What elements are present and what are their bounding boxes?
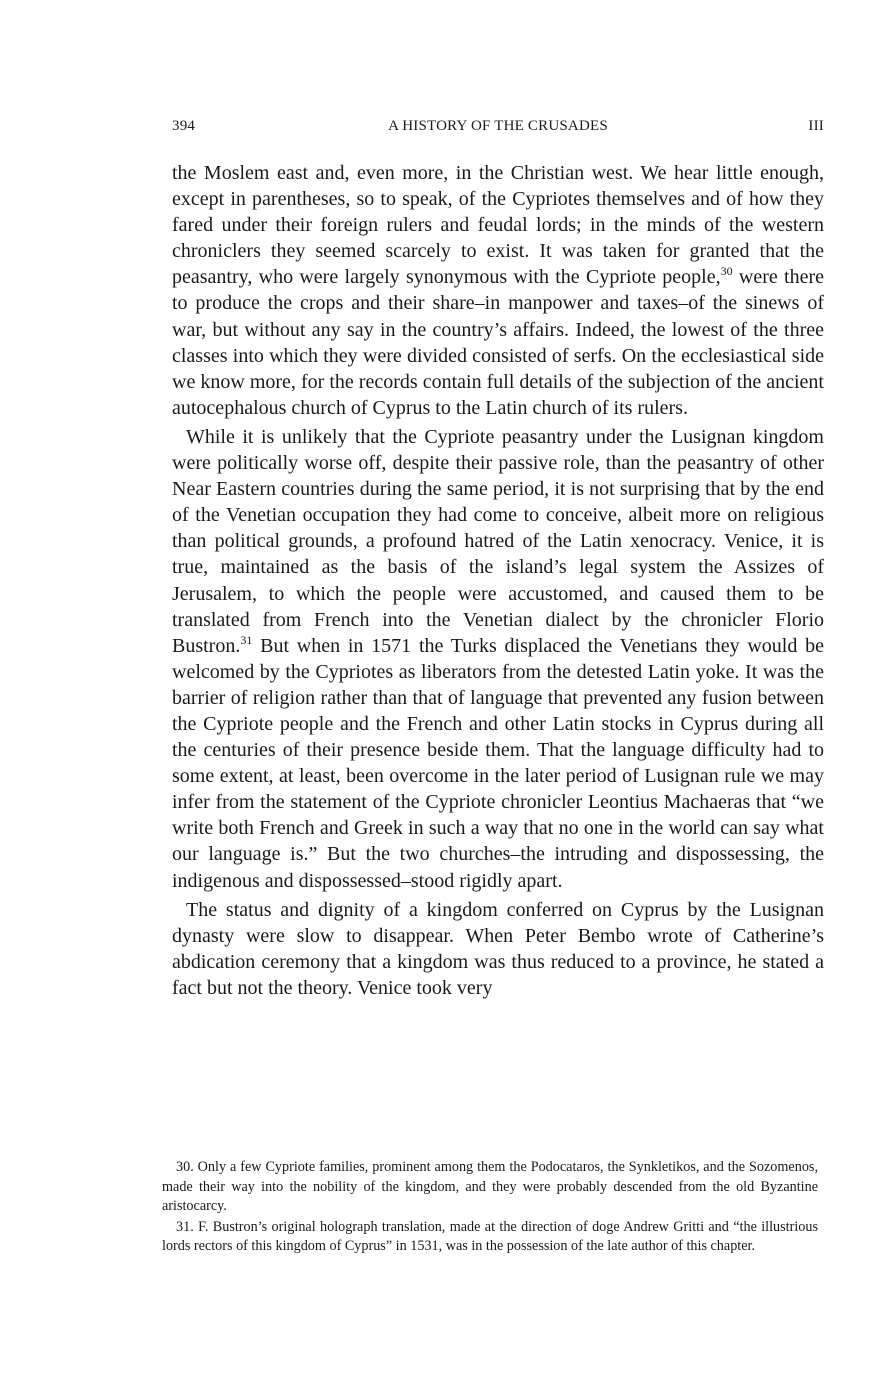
footnote-ref-30: 30 — [720, 264, 733, 279]
paragraph-text: were there to produce the crops and their share–in manpower and taxes–of the sinews of war, but without any say in the country’s affairs. Indeed, the lowest of the three classes into which they were divided consisted of serfs. On the ecclesiastical side we know more, for the records contain full details of the subjection of the ancient autocephalous church of Cyprus to the Latin church of its rulers. — [172, 266, 824, 419]
footnote-ref-31: 31 — [240, 632, 253, 647]
volume-number: III — [808, 118, 824, 134]
paragraph-text: The status and dignity of a kingdom conferred on Cyprus by the Lusignan dynasty were slow to disappear. When Peter Bembo wrote of Catherine’s abdication ceremony that a kingdom was thus reduced to a province, he stated a fact but not the theory. Venice took very — [172, 898, 824, 999]
running-title: A HISTORY OF THE CRUSADES — [388, 118, 608, 134]
paragraph-text: While it is unlikely that the Cypriote peasantry under the Lusignan kingdom were politically worse off, despite their passive role, than the peasantry of other Near Eastern countries during the same period, it is not surprising that by the end of the Venetian occupation they had come to conceive, albeit more on religious than political grounds, a profound hatred of the Latin xenocracy. Venice, it is true, maintained as the basis of the island’s legal system the Assizes of Jerusalem, to which the people were accustomed, and caused them to be translated from French into the Venetian dialect by the chronicler Florio Bustron. — [172, 425, 824, 657]
paragraph-text: the Moslem east and, even more, in the Christian west. We hear little enough, except in parentheses, so to speak, of the Cypriotes themselves and of how they fared under their foreign rulers and feudal lords; in the minds of the western chroniclers they seemed scarcely to exist. It was taken for granted that the peasantry, who were largely synonymous with the Cypriote people, — [172, 162, 824, 289]
paragraph-2 — [172, 424, 824, 894]
running-header — [172, 118, 824, 142]
main-text — [172, 160, 824, 1001]
page-number: 394 — [172, 118, 196, 134]
paragraph-text: But when in 1571 the Turks displaced the Venetians they would be welcomed by the Cypriotes as liberators from the detested Latin yoke. It was the barrier of religion rather than that of language that prevented any fusion between the Cypriote people and the French and other Latin stocks in Cyprus during all the centuries of their presence beside them. That the language difficulty had to some extent, at least, been overcome in the later period of Lusignan rule we may infer from the statement of the Cypriote chronicler Leontius Machaeras that “we write both French and Greek in such a way that no one in the world can say what our language is.” But the two churches–the intruding and dispossessing, the indigenous and dispossessed–stood rigidly apart. — [172, 634, 824, 892]
paragraph-1 — [172, 160, 824, 421]
paragraph-3 — [172, 897, 824, 1001]
footnote-31: 31. F. Bustron’s original holograph translation, made at the direction of doge Andrew Gritti and “the illustrious lords rectors of this kingdom of Cyprus” in 1531, was in the possession of the late author of this chapter. — [162, 1218, 818, 1254]
footnote-30: 30. Only a few Cypriote families, prominent among them the Podocataros, the Synkletikos, and the Sozomenos, made their way into the nobility of the kingdom, and they were probably descended from the old Byzantine aristocarcy. — [162, 1159, 818, 1214]
footnotes — [162, 1158, 818, 1257]
